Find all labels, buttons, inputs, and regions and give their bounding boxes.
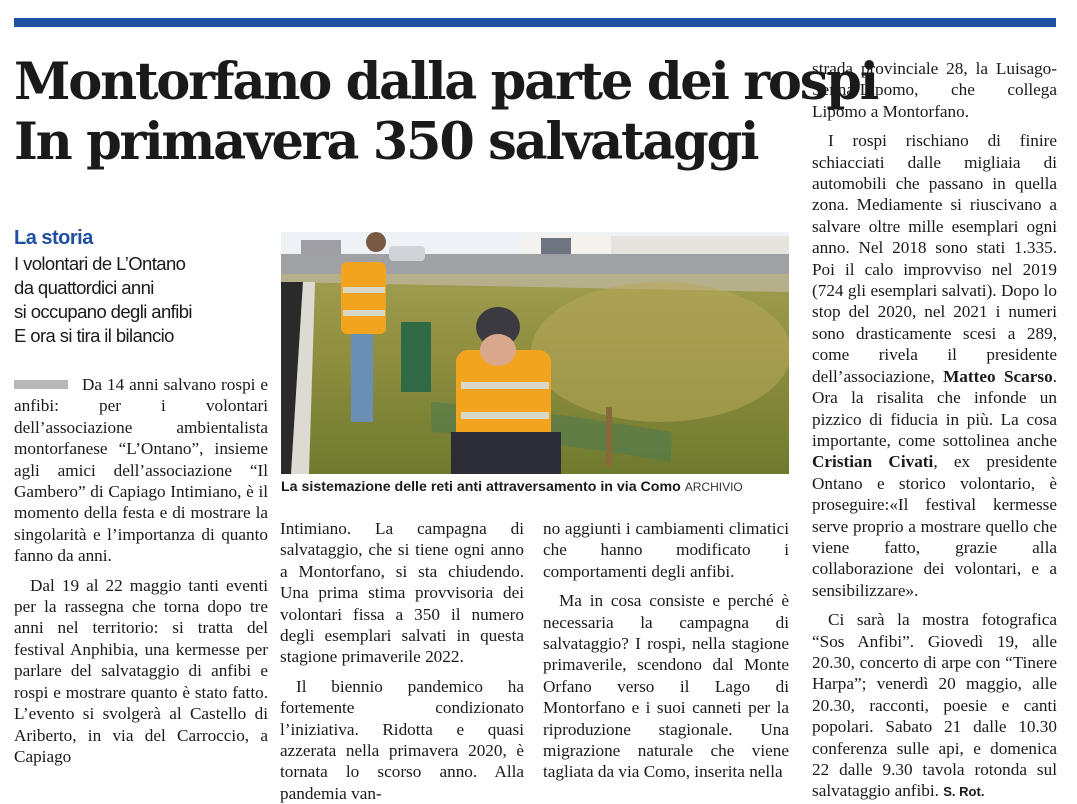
article-paragraph: Ma in cosa consiste e perché è necessaria la campagna di salvataggio? I rospi, nella stagione primaverile, scendono dal Monte Orfano verso il Lago di Montorfano e i suoi canneti per la riproduzione stagionale. Una migrazione naturale che viene tagliata da via Como, inserita nella bbox=[543, 591, 789, 782]
article-column-3 bbox=[543, 518, 789, 783]
article-paragraph: Da 14 anni salvano rospi e anfibi: per i volontari dell’associazione ambientalista montorfanese “L’Ontano”, insieme agli amici dell’associazione “Il Gambero” di Capiago Intimiano, è il momento della festa e di mostrare la singolarità e l’importanza di quanto fanno da anni. bbox=[14, 375, 268, 566]
headline-line-2: In primavera 350 salvataggi bbox=[14, 112, 758, 172]
article-paragraph: Ci sarà la mostra fotografica “Sos Anfibi”. Giovedì 19, alle 20.30, concerto di arpe con “Tinere Harpa”; venerdì 20 maggio, alle 20.30, racconti, poesie e canti popolari. Sabato 21 dalle 10.30 conferenza sulle api, e domenica 22 dalle 9.30 tavola rotonda sul salvataggio anfibi. S. Rot. bbox=[812, 610, 1057, 801]
article-paragraph: no aggiunti i cambiamenti climatici che hanno modificato i comportamenti degli anfibi. bbox=[543, 519, 789, 581]
deck bbox=[14, 252, 274, 348]
article-column-4 bbox=[812, 58, 1057, 803]
volunteers-photo-illustration bbox=[281, 232, 789, 474]
article-column-2 bbox=[280, 518, 524, 804]
article-paragraph: Il biennio pandemico ha fortemente condizionato l’iniziativa. Ridotta e quasi azzerata nella primavera 2020, è tornata lo scorso anno. Alla pandemia van- bbox=[280, 676, 524, 803]
person-name: Cristian Civati bbox=[812, 452, 934, 472]
headline bbox=[14, 52, 877, 172]
person-name: Matteo Scarso bbox=[943, 366, 1053, 386]
top-rule bbox=[14, 18, 1056, 27]
photo-caption bbox=[281, 479, 801, 495]
deck-line: E ora si tira il bilancio bbox=[14, 325, 174, 346]
deck-line: da quattordici anni bbox=[14, 277, 154, 298]
article-paragraph: Intimiano. La campagna di salvataggio, che si tiene ogni anno a Montorfano, si sta chiudendo. Una prima stima provvisoria dei volontari fissa a 350 il numero degli esemplari salvati in questa stagione primaverile 2022. bbox=[280, 519, 524, 667]
author-signature: S. Rot. bbox=[943, 784, 985, 800]
photo-credit: ARCHIVIO bbox=[684, 480, 743, 494]
section-kicker: La storia bbox=[14, 227, 93, 249]
deck-line: I volontari de L’Ontano bbox=[14, 253, 186, 274]
article-paragraph: Dal 19 al 22 maggio tanti eventi per la rassegna che torna dopo tre anni nel territorio: si tratta del festival Anphibia, una kermesse per parlare del salvataggio di anfibi e rospi e mostrare quanto è stato fatto. L’evento si svolgerà al Castello di Ariberto, in via del Carroccio, a Capiago bbox=[14, 575, 268, 766]
caption-text: La sistemazione delle reti anti attraversamento in via Como bbox=[281, 479, 681, 495]
article-column-1 bbox=[14, 374, 268, 767]
article-paragraph: I rospi rischiano di finire schiacciati dalle migliaia di automobili che passano in quella zona. Mediamente si riuscivano a salvare oltre mille esemplari ogni anno. Nel 2018 sono stati 1.335. Poi il calo improvviso nel 2019 (724 gli esemplari salvati). Dopo lo stop del 2020, nel 2021 i numeri sono drasticamente scesi a 289, come rivela il presidente dell’associazione, Matteo Scarso. Ora la risalita che infonde un pizzico di fiducia in più. La cosa importante, come sottolinea anche Cristian Civati, ex presidente Ontano e storico volontario, è proseguire:«Il festival kermesse serve proprio a mostrare quello che viene fatto, grazie alla collaborazione dei volontari, e a sensibilizzare». bbox=[812, 131, 1058, 600]
article-photo bbox=[281, 232, 789, 474]
deck-line: si occupano degli anfibi bbox=[14, 301, 192, 322]
article-paragraph: strada provinciale 28, la Luisago-Senna-Lipomo, che collega Lipomo a Montorfano. bbox=[812, 59, 1057, 121]
headline-line-1: Montorfano dalla parte dei rospi bbox=[14, 52, 877, 112]
lead-marker bbox=[14, 380, 68, 389]
